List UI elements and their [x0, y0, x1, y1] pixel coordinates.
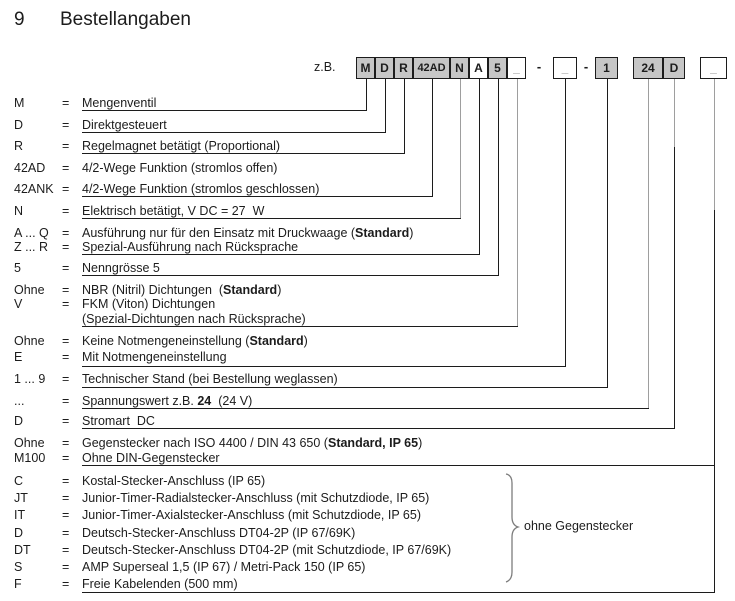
connector-vertical-line	[674, 79, 675, 147]
equals-sign: =	[62, 372, 70, 386]
code-box-R: R	[394, 57, 413, 79]
row-description: 4/2-Wege Funktion (stromlos geschlossen)	[82, 182, 320, 196]
equals-sign: =	[62, 414, 70, 428]
equals-sign: =	[62, 577, 70, 591]
row-code: Z ... R	[14, 240, 49, 254]
example-label: z.B.	[314, 60, 336, 74]
row-description: Mengenventil	[82, 96, 157, 110]
connector-underline	[82, 366, 566, 367]
row-code: M100	[14, 451, 46, 465]
row-code: M	[14, 96, 25, 110]
row-description: Junior-Timer-Radialstecker-Anschluss (mit Schutzdiode, IP 65)	[82, 491, 430, 505]
row-code: D	[14, 414, 24, 428]
page-title: Bestellangaben	[60, 9, 191, 30]
row-description: (Spezial-Dichtungen nach Rücksprache)	[82, 312, 306, 326]
row-code: 42ANK	[14, 182, 54, 196]
row-description: Ohne DIN-Gegenstecker	[82, 451, 220, 465]
legend-row	[0, 312, 735, 328]
row-code: Ohne	[14, 283, 45, 297]
row-code: R	[14, 139, 24, 153]
row-code: S	[14, 560, 23, 574]
row-description: 4/2-Wege Funktion (stromlos offen)	[82, 161, 278, 175]
code-box-24: 24	[633, 57, 663, 79]
row-code: 1 ... 9	[14, 372, 46, 386]
equals-sign: =	[62, 526, 70, 540]
row-description: Spannungswert z.B. 24 (24 V)	[82, 394, 253, 408]
row-description: Nenngrösse 5	[82, 261, 160, 275]
brace-note: ohne Gegenstecker	[524, 519, 634, 533]
row-description: Technischer Stand (bei Bestellung weglassen)	[82, 372, 338, 386]
legend-row-C	[0, 474, 735, 490]
row-code: ...	[14, 394, 25, 408]
row-description: Kostal-Stecker-Anschluss (IP 65)	[82, 474, 266, 488]
equals-sign: =	[62, 508, 70, 522]
code-separator-dash: -	[583, 59, 589, 74]
code-box-M: M	[356, 57, 375, 79]
code-separator-dash: -	[536, 59, 542, 74]
row-code: Ohne	[14, 334, 45, 348]
row-code: D	[14, 118, 24, 132]
equals-sign: =	[62, 226, 70, 240]
legend-row-19	[0, 372, 735, 388]
row-description: Mit Notmengeneinstellung	[82, 350, 227, 364]
code-box-D: D	[663, 57, 685, 79]
row-description: Deutsch-Stecker-Anschluss DT04-2P (mit Schutzdiode, IP 67/69K)	[82, 543, 452, 557]
equals-sign: =	[62, 204, 70, 218]
row-code: JT	[14, 491, 28, 505]
legend-row-M	[0, 96, 735, 112]
code-box-A: A	[469, 57, 488, 79]
equals-sign: =	[62, 161, 70, 175]
equals-sign: =	[62, 436, 70, 450]
equals-sign: =	[62, 139, 70, 153]
row-description: Elektrisch betätigt, V DC = 27 W	[82, 204, 265, 218]
equals-sign: =	[62, 394, 70, 408]
row-code: V	[14, 297, 23, 311]
legend-row-Ohne	[0, 436, 735, 452]
equals-sign: =	[62, 261, 70, 275]
equals-sign: =	[62, 350, 70, 364]
row-code: E	[14, 350, 23, 364]
equals-sign: =	[62, 283, 70, 297]
row-description: Direktgesteuert	[82, 118, 167, 132]
legend-row-Ohne	[0, 334, 735, 350]
legend-row-E	[0, 350, 735, 366]
row-description: Ausführung nur für den Einsatz mit Druckwaage (Standard)	[82, 226, 414, 240]
row-description: Stromart DC	[82, 414, 155, 428]
code-box-1: 1	[595, 57, 618, 79]
legend-row-	[0, 394, 735, 410]
equals-sign: =	[62, 560, 70, 574]
row-description: AMP Superseal 1,5 (IP 67) / Metri-Pack 150 (IP 65)	[82, 560, 366, 574]
row-description: NBR (Nitril) Dichtungen (Standard)	[82, 283, 282, 297]
row-description: Gegenstecker nach ISO 4400 / DIN 43 650 (Standard, IP 65)	[82, 436, 423, 450]
row-code: Ohne	[14, 436, 45, 450]
equals-sign: =	[62, 240, 70, 254]
code-box-blank: _	[553, 57, 577, 79]
equals-sign: =	[62, 451, 70, 465]
legend-row-42ANK	[0, 182, 735, 198]
row-description: Keine Notmengeneinstellung (Standard)	[82, 334, 308, 348]
legend-row-S	[0, 560, 735, 576]
code-box-blank: _	[507, 57, 526, 79]
row-description: Regelmagnet betätigt (Proportional)	[82, 139, 281, 153]
row-description: Freie Kabelenden (500 mm)	[82, 577, 238, 591]
equals-sign: =	[62, 491, 70, 505]
row-code: N	[14, 204, 24, 218]
code-box-D: D	[375, 57, 394, 79]
legend-row-D	[0, 118, 735, 134]
code-box-N: N	[450, 57, 469, 79]
equals-sign: =	[62, 297, 70, 311]
legend-row-M100	[0, 451, 735, 467]
code-box-blank: _	[700, 57, 727, 79]
legend-row-5	[0, 261, 735, 277]
legend-row-F	[0, 577, 735, 593]
row-description: Junior-Timer-Axialstecker-Anschluss (mit Schutzdiode, IP 65)	[82, 508, 422, 522]
legend-row-V	[0, 297, 735, 313]
row-code: A ... Q	[14, 226, 49, 240]
row-code: IT	[14, 508, 26, 522]
code-box-42AD: 42AD	[413, 57, 450, 79]
row-code: 5	[14, 261, 21, 275]
equals-sign: =	[62, 182, 70, 196]
row-description: FKM (Viton) Dichtungen	[82, 297, 216, 311]
row-description: Spezial-Ausführung nach Rücksprache	[82, 240, 299, 254]
code-box-5: 5	[488, 57, 507, 79]
legend-row-JT	[0, 491, 735, 507]
equals-sign: =	[62, 118, 70, 132]
row-code: DT	[14, 543, 31, 557]
equals-sign: =	[62, 543, 70, 557]
equals-sign: =	[62, 334, 70, 348]
equals-sign: =	[62, 474, 70, 488]
legend-row-DT	[0, 543, 735, 559]
equals-sign: =	[62, 96, 70, 110]
row-code: 42AD	[14, 161, 46, 175]
grouping-brace	[500, 472, 526, 587]
row-code: F	[14, 577, 22, 591]
legend-row-ZR	[0, 240, 735, 256]
row-code: C	[14, 474, 24, 488]
row-description: Deutsch-Stecker-Anschluss DT04-2P (IP 67/69K)	[82, 526, 356, 540]
legend-row-42AD	[0, 161, 735, 177]
section-number: 9	[14, 9, 25, 30]
legend-row-N	[0, 204, 735, 220]
legend-row-R	[0, 139, 735, 155]
row-code: D	[14, 526, 24, 540]
legend-row-D	[0, 414, 735, 430]
